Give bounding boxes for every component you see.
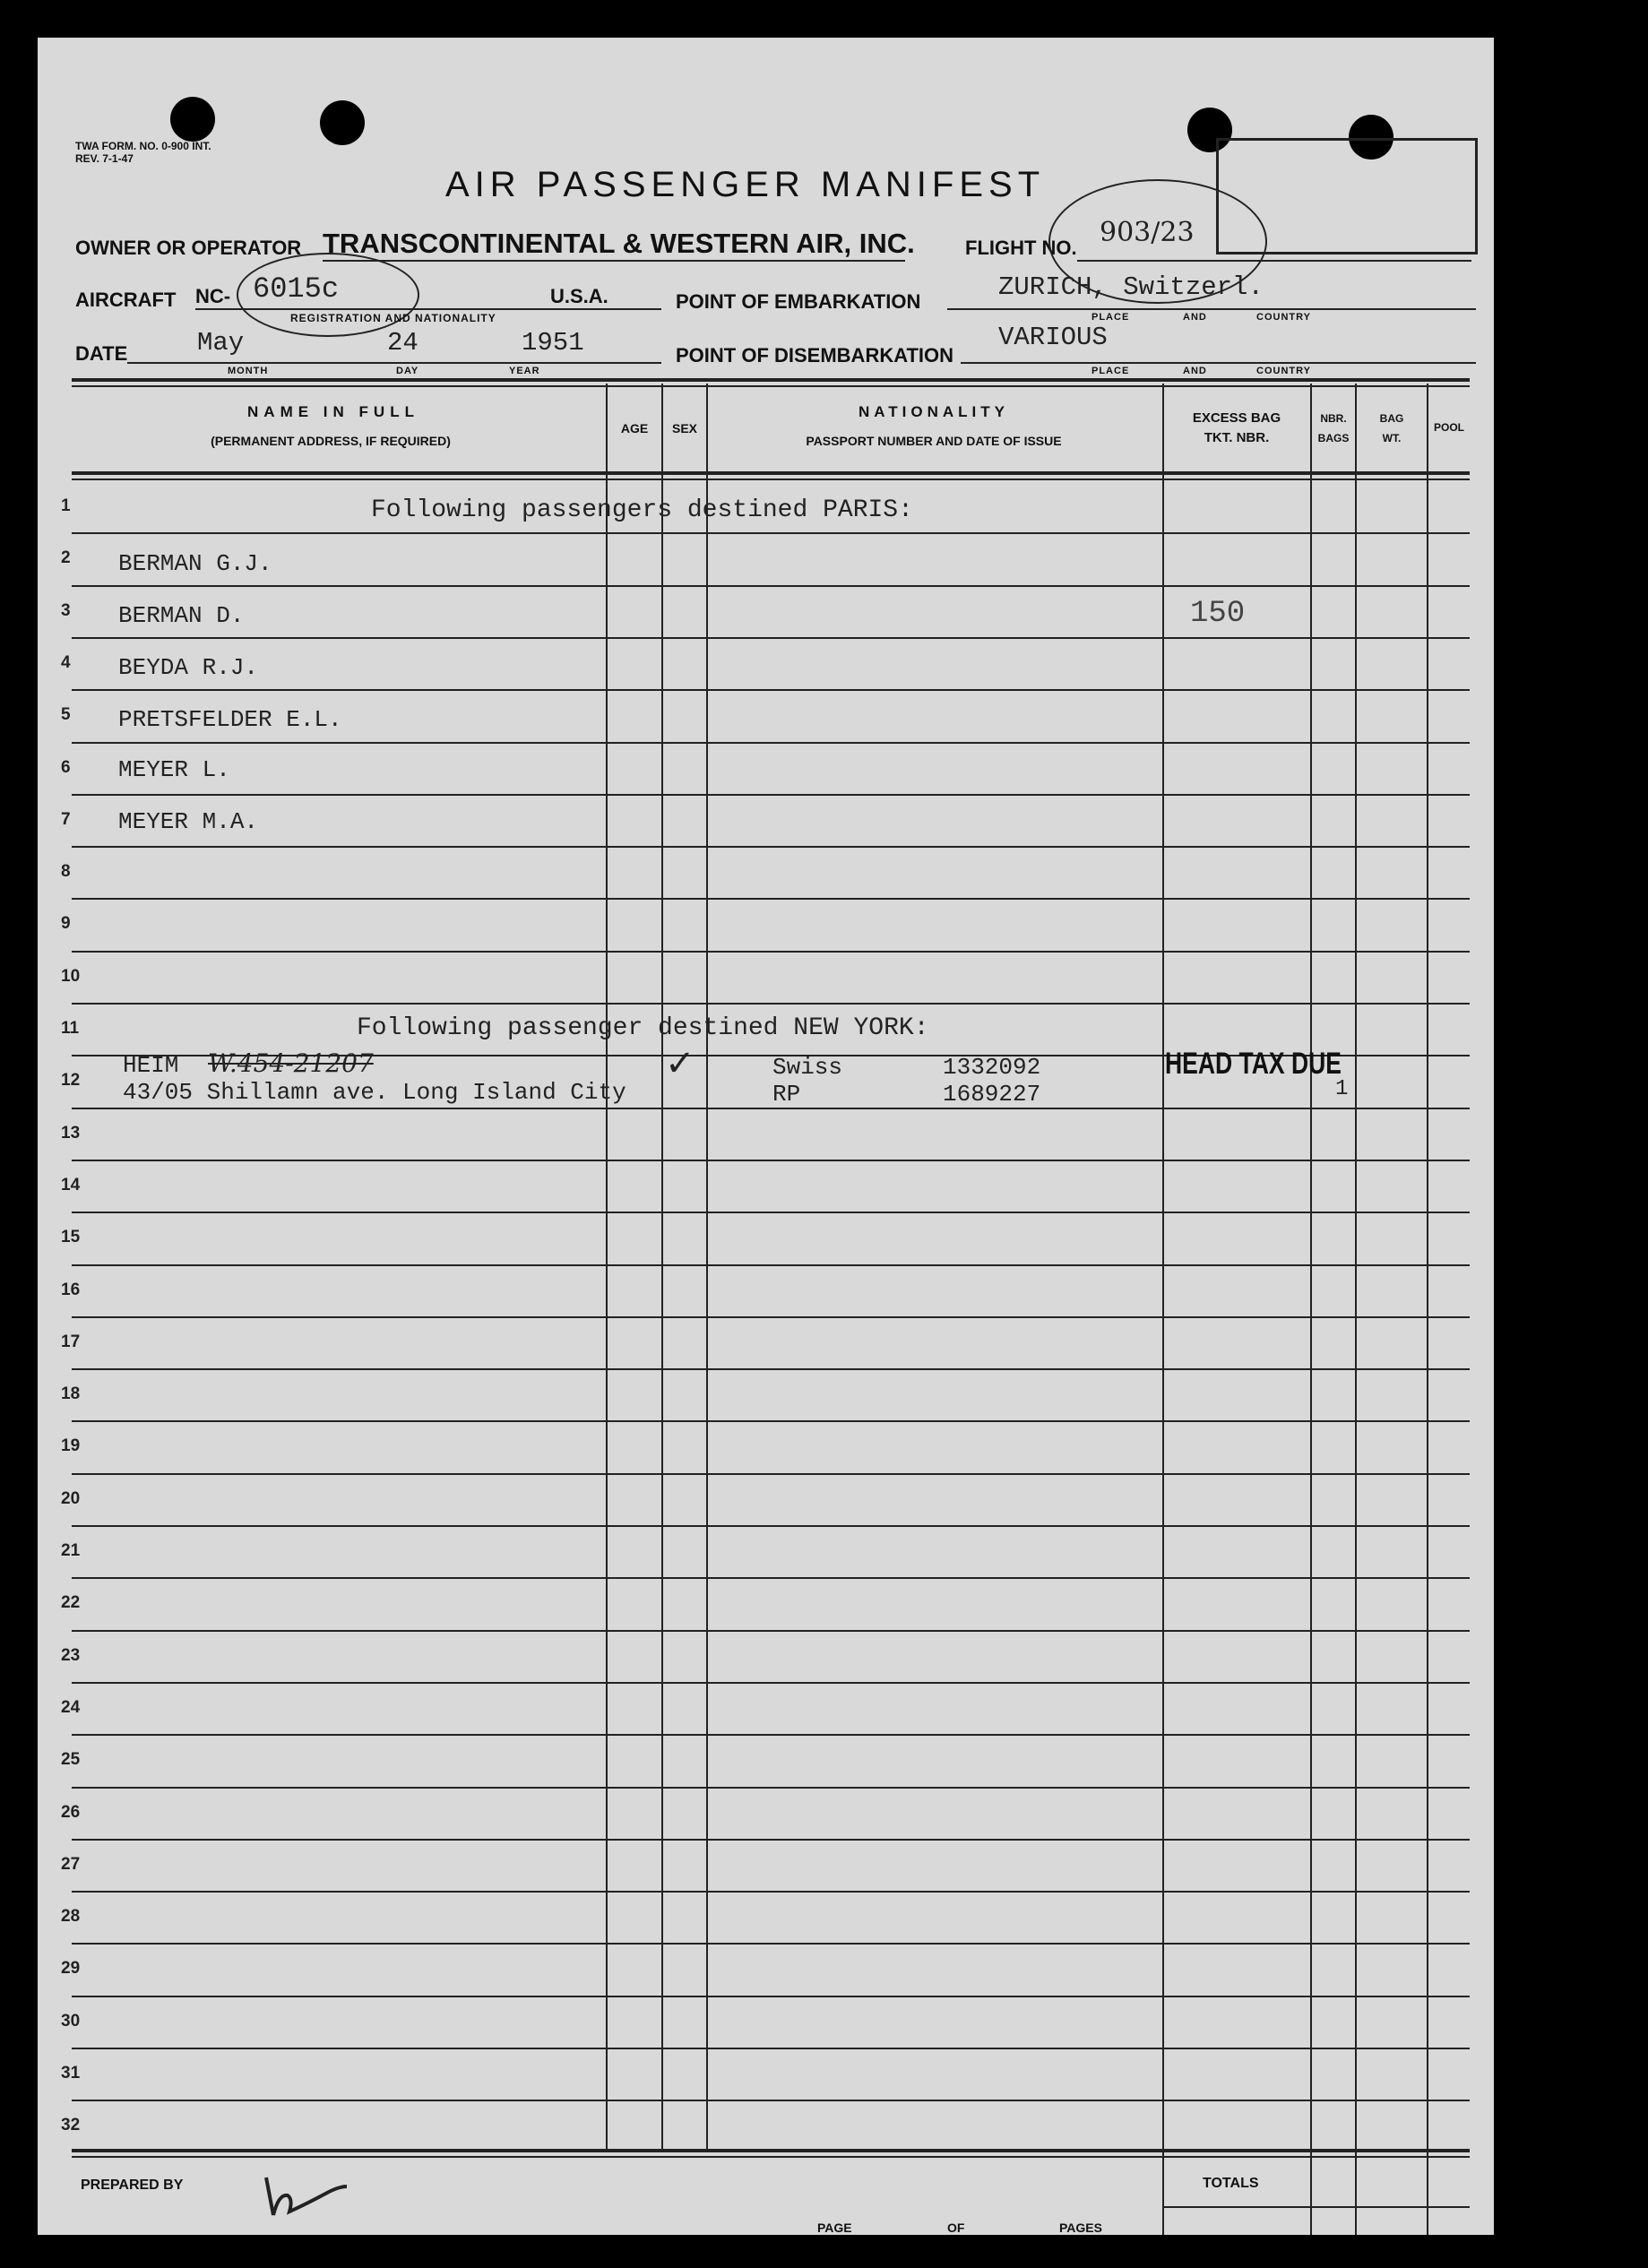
disembarkation-value: VARIOUS [998, 323, 1108, 352]
passenger-12-bags: 1 [1335, 1077, 1349, 1101]
year-value: 1951 [522, 328, 584, 358]
passenger-12-passport-1: 1332092 [943, 1054, 1041, 1081]
embarkation-value: ZURICH, Switzerl. [998, 272, 1264, 302]
row-number: 1 [61, 496, 71, 515]
page-label: PAGE [817, 2221, 852, 2235]
form-revision: REV. 7-1-47 [75, 152, 134, 165]
flight-value: 903/23 [1100, 217, 1195, 248]
row-divider [72, 689, 1470, 691]
col-pool-header: POOL [1433, 421, 1464, 434]
day-value: 24 [387, 328, 418, 358]
passenger-3: BERMAN D. [118, 602, 245, 629]
passenger-12-nationality-1: Swiss [772, 1054, 843, 1081]
col-nbr-header: NBR. [1320, 412, 1347, 425]
signature-icon [257, 2160, 356, 2222]
passenger-5: PRETSFELDER E.L. [118, 706, 342, 733]
col-sex-header: SEX [671, 421, 697, 435]
col-bag-sub: WT. [1382, 432, 1402, 444]
row-divider [72, 2048, 1470, 2049]
row-number: 18 [61, 1384, 81, 1404]
row-number: 22 [61, 1593, 81, 1613]
row-divider [72, 1787, 1470, 1789]
row-divider [72, 1630, 1470, 1632]
row-number: 10 [61, 966, 81, 986]
owner-value: TRANSCONTINENTAL & WESTERN AIR, INC. [323, 228, 915, 259]
form-number: TWA FORM. NO. 0-900 INT. [75, 140, 211, 152]
row-number: 27 [61, 1854, 81, 1874]
disembark-place-label: PLACE [1091, 366, 1130, 376]
row-number: 9 [61, 914, 71, 934]
row-number: 20 [61, 1488, 81, 1508]
of-label: OF [947, 2221, 965, 2235]
row-divider [72, 1212, 1470, 1213]
row-number: 24 [61, 1697, 81, 1717]
row-number: 7 [61, 809, 71, 829]
totals-label: TOTALS [1203, 2176, 1259, 2191]
row-divider [72, 742, 1470, 744]
embark-country-label: COUNTRY [1256, 312, 1311, 323]
col-excess-header: EXCESS BAG [1192, 410, 1281, 426]
row-number: 30 [61, 2011, 81, 2031]
form-title: AIR PASSENGER MANIFEST [445, 165, 1046, 204]
col-age-header: AGE [620, 421, 649, 435]
checkmark: ✓ [665, 1043, 695, 1084]
row-divider [72, 637, 1470, 639]
row-number: 6 [61, 757, 71, 777]
row-divider [72, 1160, 1470, 1161]
flight-label: FLIGHT NO. [965, 237, 1077, 259]
col-nationality-header: NATIONALITY [858, 403, 1009, 420]
aircraft-value: 6015c [253, 272, 340, 306]
col-excess-sub: TKT. NBR. [1204, 430, 1270, 445]
passenger-12-struck: W.454-21207 [208, 1048, 374, 1078]
row-number: 12 [61, 1071, 81, 1091]
date-label: DATE [75, 342, 128, 365]
punch-hole-2 [320, 100, 365, 145]
col-nbr-sub: BAGS [1317, 432, 1350, 444]
col-nationality-sub: PASSPORT NUMBER AND DATE OF ISSUE [806, 434, 1062, 448]
row-number: 14 [61, 1175, 81, 1194]
row-divider [72, 1264, 1470, 1266]
prepared-by-label: PREPARED BY [81, 2177, 184, 2193]
row-divider [72, 1316, 1470, 1318]
punch-hole-1 [170, 97, 215, 142]
row-number: 8 [61, 862, 71, 882]
passenger-12-address: 43/05 Shillamn ave. Long Island City [123, 1079, 626, 1106]
col-name-sub: (PERMANENT ADDRESS, IF REQUIRED) [211, 434, 451, 448]
note-paris: Following passengers destined PARIS: [371, 496, 913, 524]
row-number: 32 [61, 2116, 81, 2135]
row-number: 5 [61, 705, 71, 725]
disembarkation-label: POINT OF DISEMBARKATION [676, 344, 954, 367]
row-number: 21 [61, 1541, 81, 1560]
row-divider [72, 2100, 1470, 2101]
table-bottom-rule [72, 2149, 1470, 2152]
row-number: 28 [61, 1907, 81, 1927]
row-number: 25 [61, 1750, 81, 1770]
row-number: 29 [61, 1959, 81, 1979]
row-divider [72, 585, 1470, 587]
row-divider [72, 1996, 1470, 1997]
day-label: DAY [396, 366, 419, 376]
row-divider [72, 794, 1470, 796]
row-number: 15 [61, 1228, 81, 1247]
month-value: May [197, 328, 245, 358]
row-number: 19 [61, 1436, 81, 1456]
col-bag-header: BAG [1379, 412, 1404, 425]
row-divider [72, 1577, 1470, 1579]
aircraft-country: U.S.A. [550, 285, 608, 307]
row-number: 4 [61, 652, 71, 672]
note-ny: Following passenger destined NEW YORK: [357, 1014, 929, 1042]
row-number: 2 [61, 548, 71, 568]
aircraft-label: AIRCRAFT [75, 289, 177, 311]
row-divider [72, 1734, 1470, 1736]
table-header-rule [72, 471, 1470, 475]
row-divider [72, 846, 1470, 848]
row-number: 13 [61, 1123, 81, 1143]
passenger-12-passport-2: 1689227 [943, 1081, 1041, 1108]
registration-label: REGISTRATION AND NATIONALITY [290, 312, 496, 324]
row-divider [72, 1420, 1470, 1422]
row-divider [72, 1108, 1470, 1109]
row-divider [72, 532, 1470, 534]
passenger-12-name: HEIM [123, 1052, 179, 1079]
manifest-page [38, 38, 1494, 2235]
row-divider [72, 1368, 1470, 1370]
row-divider [72, 951, 1470, 953]
row-divider [72, 1003, 1470, 1005]
row-divider [72, 1525, 1470, 1527]
row-number: 31 [61, 2064, 81, 2083]
embark-and-label: AND [1183, 312, 1207, 323]
row-number: 23 [61, 1645, 81, 1665]
disembark-country-label: COUNTRY [1256, 366, 1311, 376]
owner-label: OWNER OR OPERATOR [75, 237, 302, 259]
pages-label: PAGES [1059, 2221, 1102, 2235]
row-divider [72, 1943, 1470, 1945]
passenger-3-excess: 150 [1190, 597, 1246, 631]
row-number: 16 [61, 1280, 81, 1299]
table-top-rule [72, 378, 1470, 382]
row-number: 26 [61, 1802, 81, 1822]
aircraft-prefix: NC- [195, 285, 231, 307]
row-number: 11 [61, 1019, 80, 1038]
row-number: 3 [61, 600, 71, 620]
head-tax-stamp: HEAD TAX DUE [1165, 1047, 1342, 1081]
row-divider [72, 1839, 1470, 1841]
embark-place-label: PLACE [1091, 312, 1130, 323]
passenger-12-nationality-2: RP [772, 1081, 801, 1108]
row-divider [72, 1891, 1470, 1893]
passenger-2: BERMAN G.J. [118, 550, 272, 577]
row-divider [72, 1473, 1470, 1475]
passenger-4: BEYDA R.J. [118, 654, 259, 681]
disembark-and-label: AND [1183, 366, 1207, 376]
year-label: YEAR [509, 366, 540, 376]
row-divider [72, 898, 1470, 900]
passenger-7: MEYER M.A. [118, 808, 259, 835]
embarkation-label: POINT OF EMBARKATION [676, 290, 921, 313]
passenger-6: MEYER L. [118, 756, 230, 783]
month-label: MONTH [228, 366, 269, 376]
col-name-header: NAME IN FULL [247, 403, 419, 420]
row-number: 17 [61, 1332, 81, 1351]
row-divider [72, 1682, 1470, 1684]
